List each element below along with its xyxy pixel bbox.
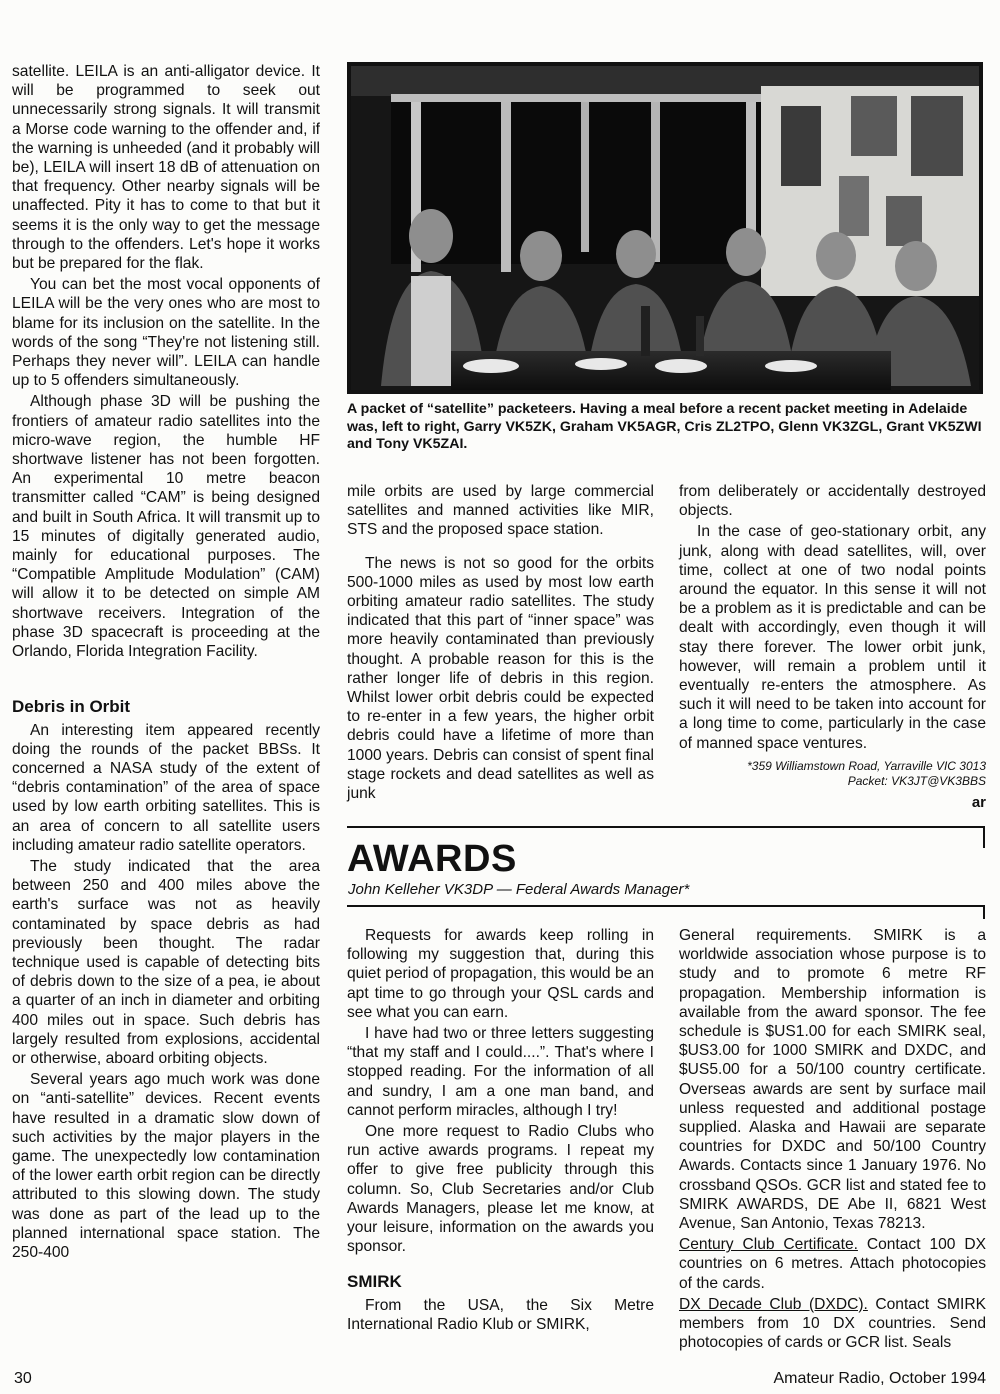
award-name: Century Club Certificate. bbox=[679, 1236, 858, 1254]
section-rule-corner bbox=[983, 826, 985, 848]
paragraph: from deliberately or accidentally destroyed objects. bbox=[679, 483, 986, 520]
paragraph: An interesting item appeared recently doing the rounds of the packet BBSs. It concerned a NASA study of the extent of “debris contamination” of the area of space used by low earth orbiting satellites. This is an area of concern to all satellite users including amateur radio satellite operators. bbox=[12, 721, 320, 854]
paragraph: The study indicated that the area between 250 and 400 miles above the earth's surface was not as heavily contaminated by space debris as had previously been thought. The radar technique used is capable of detecting bits of debris down to the size of a pea, ie about a quarter of an inch in diameter and orbiting 400 miles out in space. Such debris has largely resulted from explosions, accidental or otherwise, aboard orbiting objects. bbox=[12, 857, 320, 1067]
group-photo bbox=[347, 62, 983, 394]
award-description: Contact 100 DX countries on 6 metres. Attach photocopies of the cards. bbox=[679, 1236, 986, 1292]
author-packet-address: Packet: VK3JT@VK3BBS bbox=[847, 773, 986, 788]
section-heading-smirk: SMIRK bbox=[347, 1272, 402, 1292]
awards-byline: John Kelleher VK3DP — Federal Awards Manager* bbox=[348, 881, 690, 898]
author-address: *359 Williamstown Road, Yarraville VIC 3013 bbox=[747, 758, 986, 773]
paragraph: From the USA, the Six Metre International Radio Klub or SMIRK, bbox=[347, 1296, 654, 1333]
section-heading-debris: Debris in Orbit bbox=[12, 697, 131, 717]
awards-right-column bbox=[679, 926, 986, 1352]
paragraph: mile orbits are used by large commercial satellites and manned activities like MIR, STS and the proposed space station. bbox=[347, 483, 654, 539]
photo-caption: A packet of “satellite” packeteers. Having a meal before a recent packet meeting in Adelaide was, left to right, Garry VK5ZK, Graham VK5AGR, Cris ZL2TPO, Glenn VK3ZGL, Grant VK5ZWI and Tony VK5ZAI. bbox=[347, 401, 982, 452]
right-column bbox=[679, 482, 986, 812]
awards-rule bbox=[347, 905, 985, 907]
paragraph: General requirements. SMIRK is a worldwide association whose purpose is to study and to promote 6 metre RF propagation. Membership information is available from the award sponsor. The fee schedule is $US1.00 for each SMIRK seal, $US3.00 for 1000 SMIRK and DXDC, and $US5.00 for a 50/100 country certificate. Overseas awards are sent by surface mail unless requested and additional postage supplied. Alaska and Hawaii are separate countries for DXDC and 50/100 Country Awards. Contacts since 1 January 1976. No crossband QSOs. GCR list and stated fee to SMIRK AWARDS, DE Abe II, 6821 West Avenue, San Antonio, Texas 78213. bbox=[679, 927, 986, 1233]
paragraph: Although phase 3D will be pushing the frontiers of amateur radio satellites into the micro-wave region, the humble HF shortwave listener has not been forgotten. An experimental 10 metre beacon transmitter called “CAM” is being designed and built in South Africa. It will transmit up to 15 minutes of digitally generated audio, mainly for educational purposes. The “Compatible Amplitude Modulation” (CAM) will allow it to be detected on simple AM shortwave receivers. Integration of the phase 3D spacecraft is proceeding at the Orlando, Florida Integration Facility. bbox=[12, 393, 320, 661]
paragraph: I have had two or three letters suggesting “that my staff and I could....”. That's where I stopped reading. For the information of all and sundry, I am a one man band, and cannot perform miracles, although I try! bbox=[347, 1025, 654, 1119]
paragraph: One more request to Radio Clubs who run active awards programs. I repeat my offer to give free publicity through this column. So, Club Secretaries and/or Club Awards Managers, please let me know, at your leisure, information on the awards you sponsor. bbox=[347, 1123, 654, 1256]
middle-column bbox=[347, 482, 654, 803]
award-century-club bbox=[679, 1235, 986, 1293]
photo-illustration bbox=[351, 66, 979, 390]
awards-rule-corner bbox=[983, 905, 985, 919]
end-mark: ar bbox=[971, 793, 986, 811]
awards-middle-column bbox=[347, 926, 654, 1334]
left-column bbox=[12, 62, 320, 1262]
section-rule bbox=[347, 826, 985, 828]
paragraph: The news is not so good for the orbits 500-1000 miles as used by most low earth orbiting amateur radio satellites. The study indicated that this part of “inner space” was more heavily contaminated than previously thought. A probable reason for this is the rather longer life of debris in this region. Whilst lower orbit debris could be expected to re-enter in a few years, the higher orbit debris could have a lifetime of more than 1000 years. Debris can consist of spent final stage rockets and dead satellites as well as junk bbox=[347, 554, 654, 803]
paragraph: In the case of geo-stationary orbit, any junk, along with dead satellites, will, over time, collect at one of two nodal points around the equator. In this sense it will not be a problem as it is predictable and can be dealt with accordingly, even though it will stay there forever. The lower orbit junk, however, will remain a problem until it eventually re-enters the atmosphere. As such it will need to be taken into account for a long time to come, particularly in the case of manned space ventures. bbox=[679, 523, 986, 752]
paragraph: satellite. LEILA is an anti-alligator device. It will be programmed to seek out unnecessarily strong signals. It will transmit a Morse code warning to the offender and, if the warning is unheeded (and it probably will be), LEILA will insert 18 dB of attenuation on that frequency. Other nearby signals will be unaffected. Pity it has to come to that but it seems it is the only way to get the message through to the offenders. Let's hope it works but be prepared for the flak. bbox=[12, 63, 320, 273]
publication-footer: Amateur Radio, October 1994 bbox=[773, 1370, 986, 1387]
awards-title: AWARDS bbox=[347, 838, 517, 880]
paragraph: Requests for awards keep rolling in following my suggestion that, during this quiet period of propagation, this would be an apt time to go through your QSL cards and see what you can earn. bbox=[347, 927, 654, 1021]
award-description: Contact SMIRK members from 10 DX countries. Send photocopies of cards or GCR list. Seals bbox=[679, 1295, 986, 1352]
award-dxdc bbox=[679, 1295, 986, 1353]
paragraph: You can bet the most vocal opponents of LEILA will be the very ones who are most to blame for its inclusion on the satellite. In the words of the song “They're not listening still. Perhaps they never will”. LEILA can handle up to 5 offenders simultaneously. bbox=[12, 276, 320, 390]
award-name: DX Decade Club (DXDC). bbox=[679, 1295, 868, 1313]
paragraph: Several years ago much work was done on “anti-satellite” devices. Recent events have resulted in a dramatic slow down of such activities by the major players in the game. The unexpectedly low contamination of the lower earth orbit region can be directly attributed to this slowing down. The study was done as part of the lead up to the planned international space station. The 250-400 bbox=[12, 1071, 320, 1261]
page-number: 30 bbox=[14, 1370, 32, 1387]
